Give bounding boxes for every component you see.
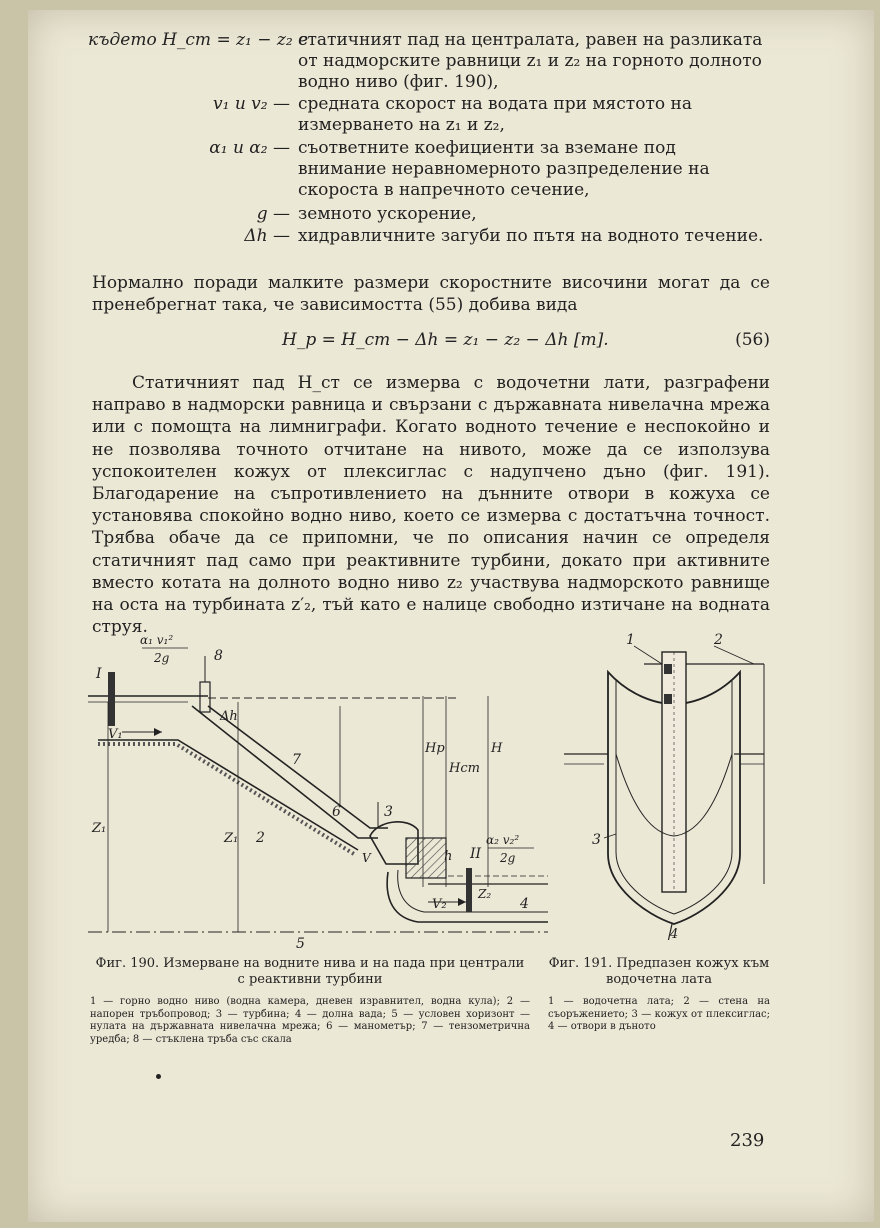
- paragraph: Нормално поради малките размери скоростните височини могат да се пренебрегнат така, че зависимостта (55) добива вида: [92, 273, 770, 316]
- definition-row: [28, 138, 874, 200]
- definition-text: съответните коефициенти за вземане под внимание неравномерното разпределение на скороста в напречното сечение,: [298, 138, 710, 200]
- figure-191-diagram: [564, 624, 774, 940]
- fig190-label: Δh: [220, 709, 238, 724]
- fig190-label: 7: [292, 752, 301, 768]
- fig190-label: Z₁: [92, 821, 107, 836]
- fig190-label: I: [96, 666, 102, 682]
- book-page: [28, 10, 874, 1222]
- fig190-label: 2: [256, 830, 265, 846]
- definition-row: [28, 204, 874, 226]
- fig190-label: V₂: [432, 897, 447, 912]
- page-number: 239: [730, 1130, 765, 1151]
- definition-symbol: α₁ и α₂ —: [209, 138, 290, 158]
- definition-symbol: g —: [256, 204, 290, 224]
- fig190-label: 8: [214, 648, 223, 664]
- fig190-label: Hp: [425, 741, 445, 756]
- fig190-label: α₁ v₁²: [140, 633, 174, 647]
- figure-190-legend: 1 — горно водно ниво (водна камера, дневен изравнител, водна кула); 2 — напорен тръбопровод; 3 — турбина; 4 — долна вада; 5 — условен хоризонт — нулата на държавната нивелачна мрежа; 6 — манометър; 7 — тензометрична уредба; 8 — стъклена тръба със скала: [90, 996, 530, 1045]
- equation-formula: H_р = H_ст − Δh = z₁ − z₂ − Δh [m].: [282, 330, 609, 350]
- fig190-label: α₂ v₂²: [486, 833, 520, 847]
- fig190-label: h: [444, 849, 453, 864]
- definition-text: средната скорост на водата при мястото на измерването на z₁ и z₂,: [298, 94, 692, 135]
- fig190-label: 6: [332, 804, 341, 820]
- definition-text: земното ускорение,: [298, 204, 477, 224]
- fig191-label: 1: [626, 632, 635, 648]
- paragraph: Статичният пад H_ст се измерва с водочетни лати, разграфени направо в надморски равница и свързани с държавната нивелачна мрежа или с помощта на лимниграфи. Когато водното течение е неспокойно и не позволява точното отчитане на нивото, може да се използува успокоителен кожух от плексиглас с надупчено дъно (фиг. 191). Благодарение на съпротивлението на дънните отвори в кожуха се установява спокойно водно ниво, което се измерва с достатъчна точност. Трябва обаче да се припомни, че по описания начин се определя статичният пад само при реактивните турбини, докато при активните вместо котата на долното водно ниво z₂ участвува надморското равнище на оста на турбината z′₂, тъй като е налице свободно изтичане на водната струя.: [92, 373, 770, 638]
- definition-text: статичният пад на централата, равен на разликата от надморските равници z₁ и z₂ на горното долното водно ниво (фиг. 190),: [298, 30, 763, 92]
- fig190-label: 2g: [500, 851, 516, 865]
- definition-row: [28, 30, 874, 92]
- fig190-label: Hст: [449, 761, 480, 776]
- definition-text: хидравличните загуби по пътя на водното течение.: [298, 226, 764, 246]
- definition-row: [28, 94, 874, 135]
- fig190-label: H: [491, 741, 503, 756]
- fig190-label: 2g: [154, 651, 170, 665]
- fig191-label: 3: [592, 832, 601, 848]
- figure-190-caption: Фиг. 190. Измерване на водните нива и на пада при централи с реактивни турбини: [95, 956, 525, 987]
- figure-191-legend: 1 — водочетна лата; 2 — стена на съоръжението; 3 — кожух от плексиглас; 4 — отвори в дъното: [548, 996, 770, 1032]
- definition-symbol: Δh —: [244, 226, 290, 246]
- equation-number: (56): [735, 330, 770, 350]
- fig190-label: Z₁: [224, 831, 239, 846]
- fig191-label: 2: [714, 632, 723, 648]
- fig190-label: Z₂: [478, 887, 492, 901]
- definition-row: [28, 226, 874, 248]
- fig190-label: 3: [384, 804, 393, 820]
- fig190-label: V: [362, 851, 371, 865]
- figure-190-diagram: [88, 632, 558, 954]
- fig190-label: V₁: [108, 727, 123, 742]
- fig190-label: 4: [520, 896, 529, 912]
- definition-symbol: където H_ст = z₁ − z₂ е: [88, 30, 309, 50]
- fig190-label: 5: [296, 936, 305, 952]
- fig190-label: II: [470, 846, 482, 862]
- definition-symbol: v₁ и v₂ —: [213, 94, 290, 114]
- figure-191-caption: Фиг. 191. Предпазен кожух към водочетна лата: [548, 956, 770, 987]
- fig191-label: 4: [670, 927, 679, 940]
- ink-dot: [156, 1074, 161, 1079]
